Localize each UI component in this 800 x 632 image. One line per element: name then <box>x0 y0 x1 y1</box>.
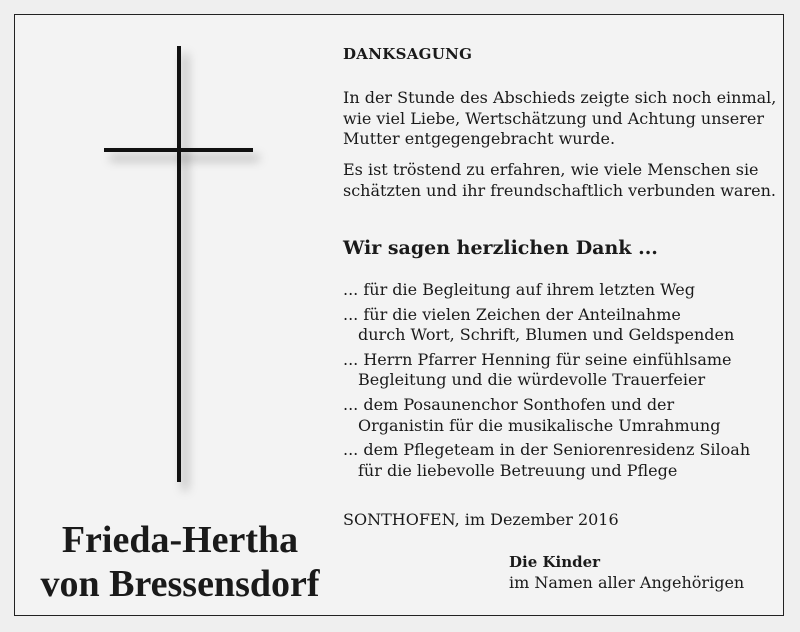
list-item-line-2: durch Wort, Schrift, Blumen und Geldspenden <box>358 325 735 345</box>
cross-icon-horizontal <box>104 148 253 152</box>
list-item-line-1: ... Herrn Pfarrer Henning für seine einfühlsame <box>343 349 732 369</box>
list-item-line-2: für die liebevolle Betreuung und Pflege <box>358 460 678 480</box>
notice-paragraph-1: In der Stunde des Abschieds zeigte sich noch einmal, wie viel Liebe, Wertschätzung und Achtung unserer Mutter entgegengebracht wurde. <box>343 88 777 149</box>
list-item-line-1: ... dem Posaunenchor Sonthofen und der <box>343 394 675 414</box>
list-item <box>343 305 783 346</box>
list-item <box>343 350 783 391</box>
list-item-line-2: Begleitung und die würdevolle Trauerfeier <box>358 370 706 390</box>
place-date: SONTHOFEN, im Dezember 2016 <box>343 510 619 529</box>
list-item-line-2: Organistin für die musikalische Umrahmung <box>358 415 721 435</box>
deceased-name-last: von Bressensdorf <box>40 563 320 605</box>
signature-primary: Die Kinder <box>509 553 601 571</box>
cross-icon-vertical <box>177 46 181 482</box>
list-item-line-1: ... für die vielen Zeichen der Anteilnahme <box>343 304 681 324</box>
notice-paragraph-2: Es ist tröstend zu erfahren, wie viele Menschen sie schätzten und ihr freundschaftlich verbunden waren. <box>343 160 776 200</box>
list-item-line-1: ... dem Pflegeteam in der Seniorenresidenz Siloah <box>343 440 751 460</box>
deceased-name-first: Frieda-Hertha <box>61 519 299 561</box>
thanks-heading: Wir sagen herzlichen Dank ... <box>343 237 658 259</box>
thanks-list <box>343 280 783 485</box>
list-item <box>343 440 783 481</box>
list-item <box>343 280 783 301</box>
list-item <box>343 395 783 436</box>
notice-title: DANKSAGUNG <box>343 45 473 63</box>
list-item-line-1: ... für die Begleitung auf ihrem letzten Weg <box>343 280 695 299</box>
signature-secondary: im Namen aller Angehörigen <box>509 573 745 592</box>
